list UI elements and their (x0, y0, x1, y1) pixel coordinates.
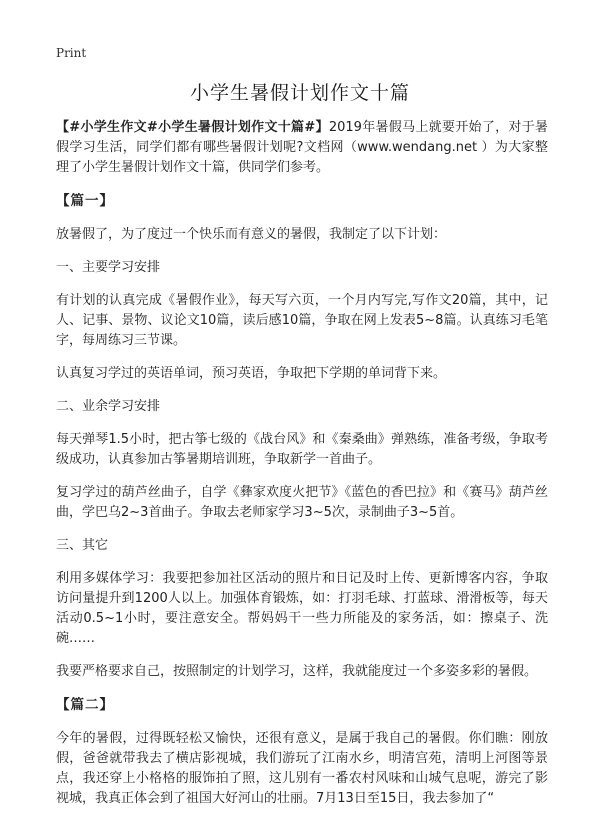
subheading-study: 一、主要学习安排 (56, 260, 161, 275)
subheading-hobby: 二、业余学习安排 (56, 399, 161, 414)
paragraph: 利用多媒体学习：我要把参加社区活动的照片和日记及时上传、更新博客内容，争取访问量提升到1200人以上。加强体育锻炼，如：打羽毛球、打蓝球、滑滑板等，每天活动0.5~1小时，要注意安全。帮妈妈干一些力所能及的家务活，如：擦桌子、洗碗…… (56, 571, 548, 646)
paragraph: 今年的暑假，过得既轻松又愉快，还很有意义，是属于我自己的暑假。你们瞧：刚放假，爸爸就带我去了横店影视城，我们游玩了江南水乡，明清宫苑，清明上河图等景点，我还穿上小格格的服饰拍了照，这儿别有一番农村风味和山城气息呢，游完了影视城，我真正体会到了祖国大好河山的壮丽。7月13日至15日，我去参加了“ (56, 731, 548, 806)
paragraph: 认真复习学过的英语单词，预习英语，争取把下学期的单词背下来。 (56, 366, 447, 381)
paragraph: 我要严格要求自己，按照制定的计划学习，这样，我就能度过一个多姿多彩的暑假。 (56, 664, 538, 679)
intro-text: 2019年暑假马上就要开始了，对于暑假学习生活，同学们都有哪些暑假计划呢?文档网（www.wendang.net ）为大家整理了小学生暑假计划作文十篇，供同学们参考。 (56, 120, 548, 175)
article-body (56, 118, 548, 822)
section-heading-1: 【篇一】 (56, 193, 114, 209)
paragraph: 放暑假了，为了度过一个快乐而有意义的暑假，我制定了以下计划： (56, 227, 447, 242)
paragraph: 有计划的认真完成《暑假作业》，每天写六页，一个月内写完,写作文20篇，其中，记人、记事、景物、议论文10篇，读后感10篇，争取在网上发表5~8篇。认真练习毛笔字，每周练习三节课。 (56, 293, 548, 348)
paragraph: 复习学过的葫芦丝曲子，自学《彝家欢度火把节》《蓝色的香巴拉》和《赛马》葫芦丝曲，学巴乌2~3首曲子。争取去老师家学习3~5次，录制曲子3~5首。 (56, 485, 548, 520)
intro-tag: 【#小学生作文#小学生暑假计划作文十篇#】 (56, 120, 329, 135)
paragraph: 每天弹琴1.5小时，把古筝七级的《战台风》和《秦桑曲》弹熟练，准备考级，争取考级成功，认真参加古筝暑期培训班，争取新学一首曲子。 (56, 432, 548, 467)
section-heading-2: 【篇二】 (56, 697, 114, 713)
page-title: 小学生暑假计划作文十篇 (189, 82, 410, 104)
intro-paragraph (56, 118, 548, 178)
print-link[interactable]: Print (56, 46, 87, 60)
subheading-other: 三、其它 (56, 538, 109, 553)
